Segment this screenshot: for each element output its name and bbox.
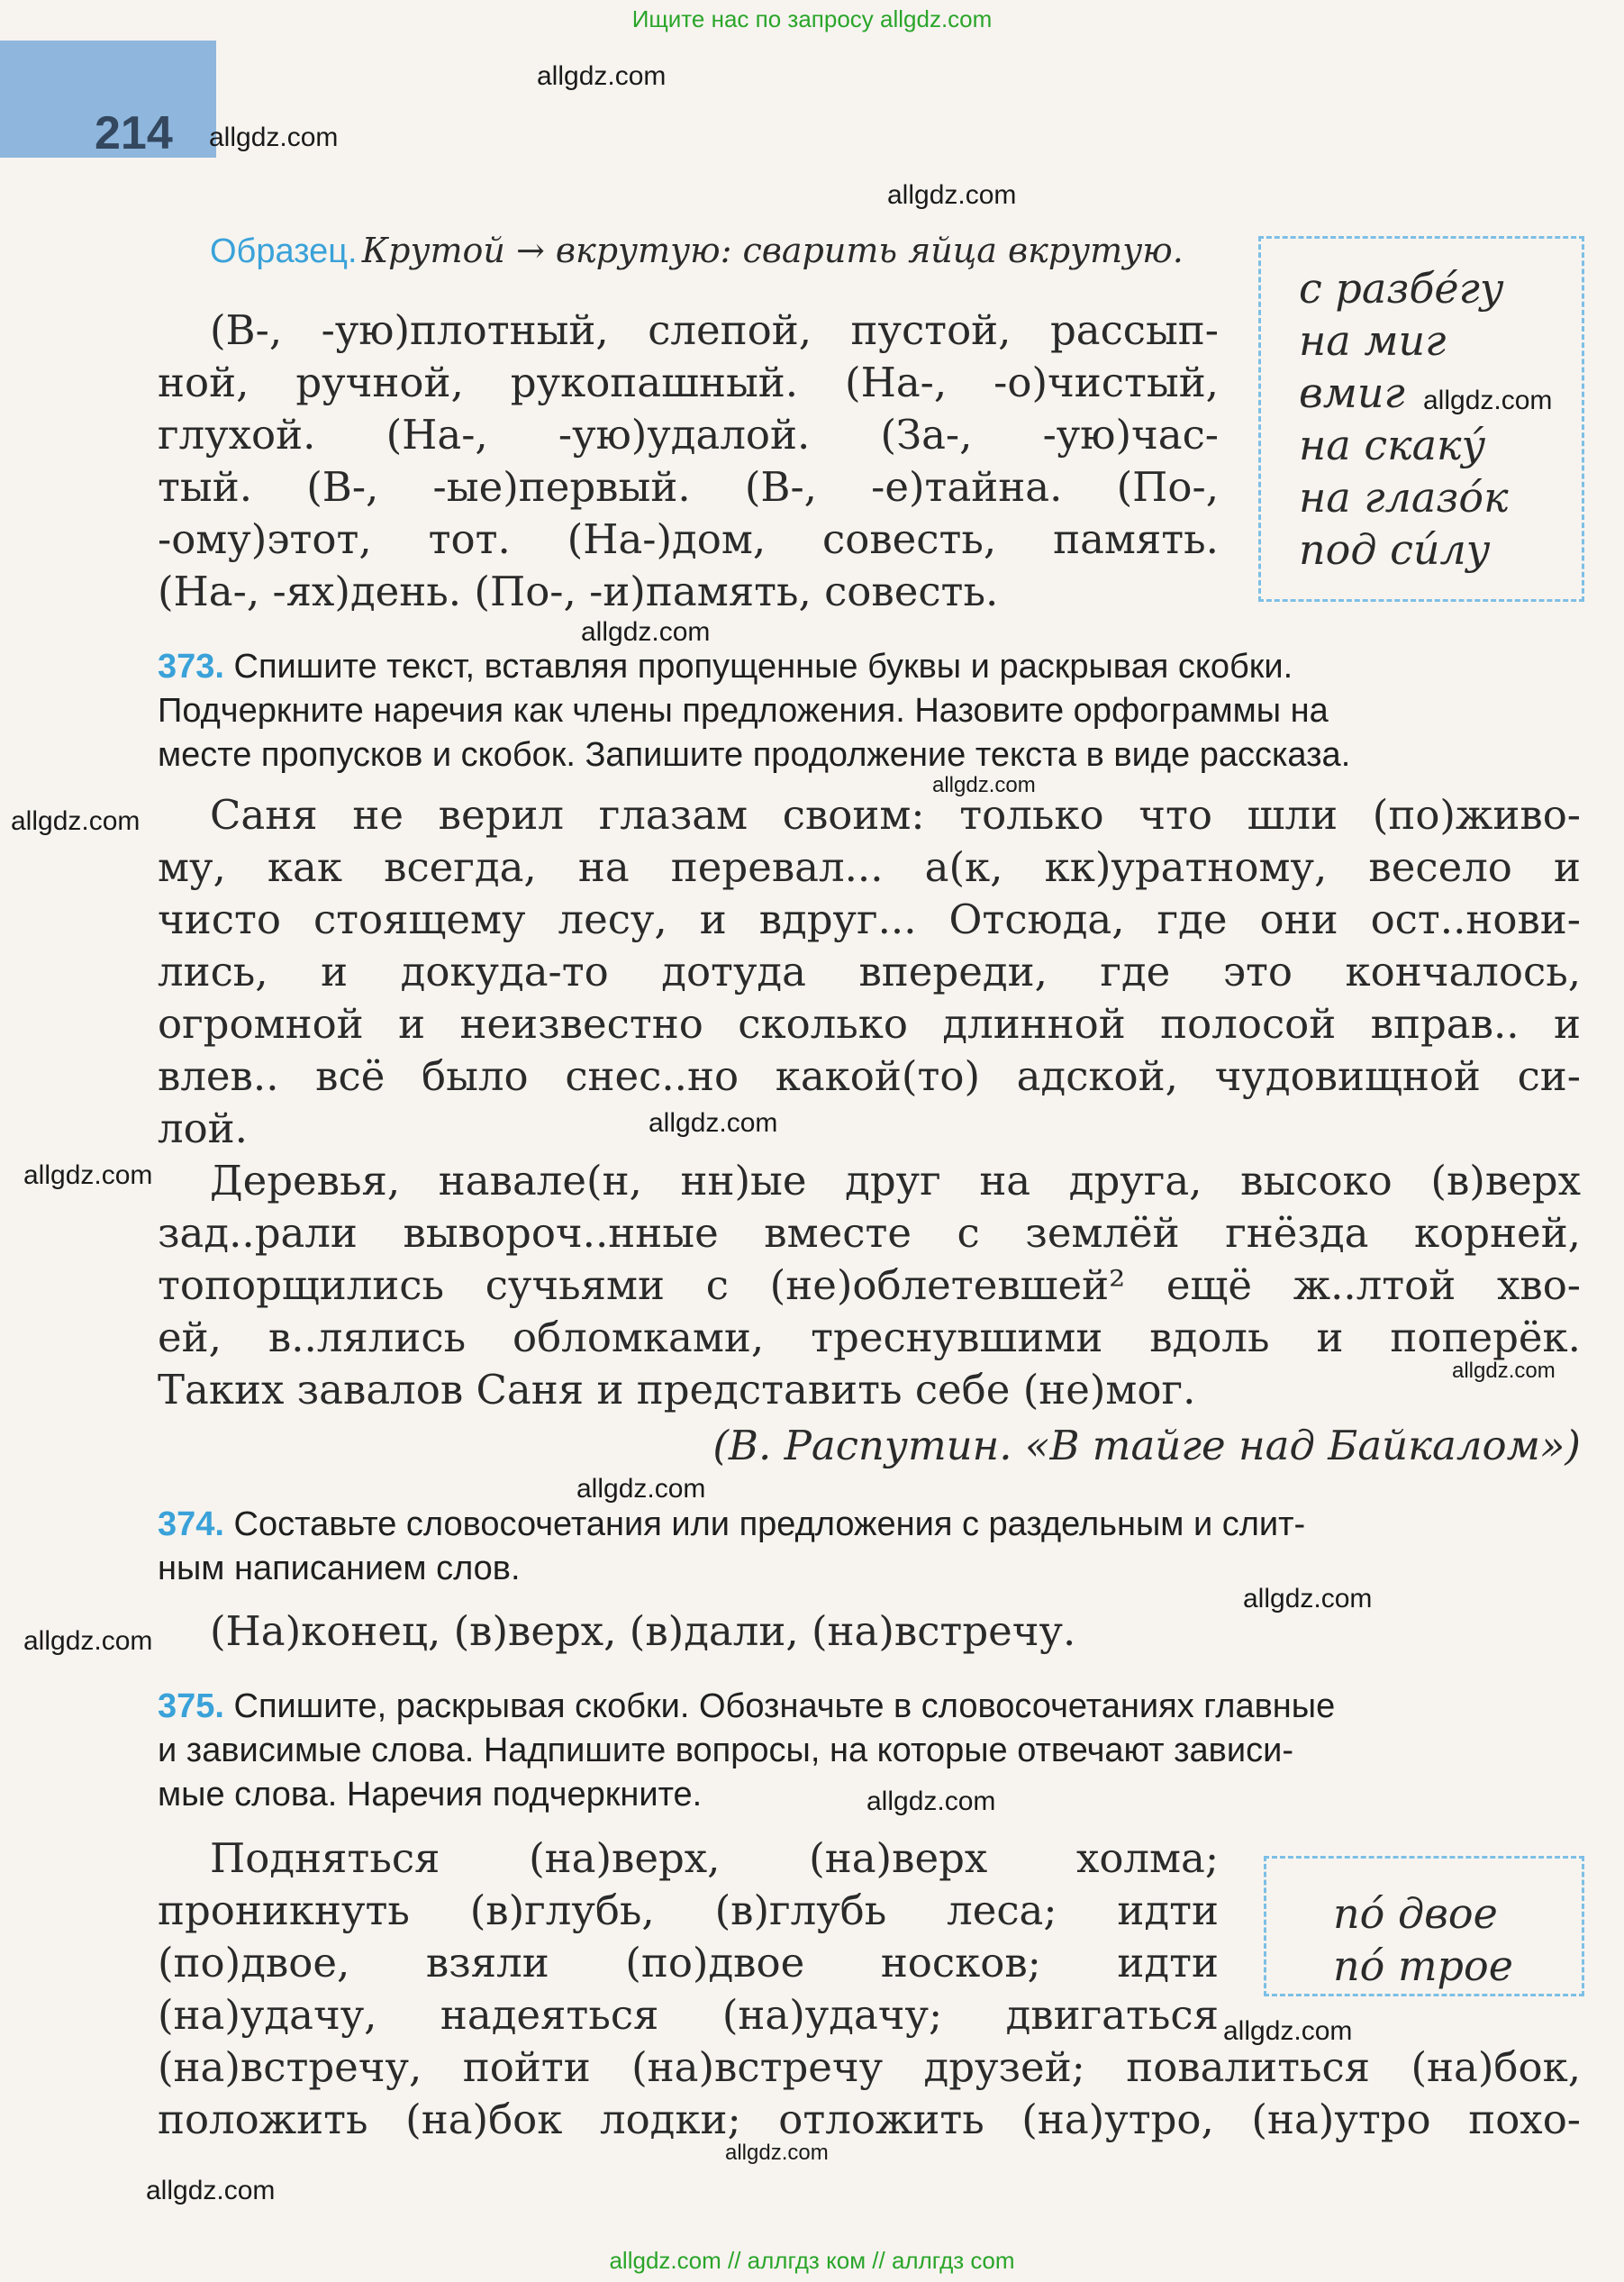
ex373-text-line: Саня не верил глазам своим: только что шли (по)живо-	[210, 791, 1581, 839]
sample-label: Образец.	[210, 232, 358, 270]
watermark: allgdz.com	[581, 617, 711, 647]
sample-line	[210, 231, 1184, 271]
ex375-number: 375.	[158, 1687, 224, 1725]
watermark: allgdz.com	[887, 180, 1017, 210]
watermark: allgdz.com	[866, 1787, 996, 1816]
watermark: allgdz.com	[1452, 1359, 1556, 1383]
ex373-task-text: Спишите текст, вставляя пропущенные буквы и раскрывая скобки.	[233, 648, 1293, 686]
watermark: allgdz.com	[576, 1474, 706, 1504]
ex374-text: (На)конец, (в)верх, (в)дали, (на)встречу.	[210, 1607, 1076, 1655]
block1-line: (В-, -ую)плотный, слепой, пустой, рассып-	[210, 306, 1219, 354]
ex373-text-line: влев.. всё было снес..но какой(то) адской, чудовищной си-	[158, 1052, 1581, 1100]
ex373-text-line: чисто стоящему лесу, и вдруг... Отсюда, где они ост..нови-	[158, 896, 1581, 943]
ex373-text-line: лись, и докуда-то дотуда впереди, где это кончалось,	[158, 948, 1581, 996]
page-number: 214	[95, 107, 173, 159]
box1-item: с разбе́гу	[1299, 264, 1504, 313]
watermark: allgdz.com	[1243, 1584, 1373, 1614]
watermark: allgdz.com	[23, 1160, 153, 1190]
watermark: allgdz.com	[725, 2141, 829, 2165]
ex373-text-line: огромной и неизвестно сколько длинной полосой вправ.. и	[158, 1000, 1581, 1048]
block1-line: (На-, -ях)день. (По-, -и)память, совесть.	[158, 568, 999, 615]
box1-item: на скаку́	[1299, 421, 1486, 469]
ex374-number: 374.	[158, 1505, 224, 1543]
ex373-task-line: месте пропусков и скобок. Запишите продолжение текста в виде рассказа.	[158, 736, 1351, 774]
ex375-text-line: (по)двое, взяли (по)двое носков; идти	[158, 1939, 1219, 1987]
block1-line: ной, ручной, рукопашный. (На-, -о)чистый,	[158, 359, 1219, 406]
box1-item: на миг	[1299, 316, 1447, 365]
ex375-text-line: Подняться (на)верх, (на)верх холма;	[210, 1834, 1219, 1882]
ex373-number: 373.	[158, 648, 224, 686]
watermark: allgdz.com	[932, 773, 1036, 797]
ex375-task-line: мые слова. Наречия подчеркните.	[158, 1776, 703, 1814]
sample-text: Крутой → вкрутую: сварить яйца вкрутую.	[361, 231, 1184, 270]
ex374-task-text: Составьте словосочетания или предложения с раздельным и слит-	[233, 1505, 1306, 1543]
watermark: allgdz.com	[1423, 386, 1553, 415]
watermark: allgdz.com	[649, 1108, 778, 1138]
ex374-task-line: ным написанием слов.	[158, 1550, 521, 1587]
ex373-text-line: лой.	[158, 1105, 248, 1152]
ex373-task-line	[158, 645, 1581, 689]
ex375-task-line	[158, 1685, 1335, 1729]
watermark: allgdz.com	[146, 2176, 276, 2205]
watermark: allgdz.com	[209, 123, 339, 152]
ex373-task-line: Подчеркните наречия как члены предложения. Назовите орфограммы на	[158, 692, 1329, 730]
ex373-text-line: топорщились сучьями с (не)облетевшей² ещё ж..лтой хво-	[158, 1261, 1581, 1309]
box1-item: на глазо́к	[1299, 473, 1509, 522]
top-banner: Ищите нас по запросу allgdz.com	[631, 5, 993, 32]
ex375-text-line: (на)встречу, пойти (на)встречу друзей; повалиться (на)бок,	[158, 2043, 1581, 2091]
block1-line: тый. (В-, -ые)первый. (В-, -е)тайна. (По-,	[158, 463, 1219, 511]
box1-item: вмиг	[1299, 368, 1405, 417]
watermark: allgdz.com	[11, 806, 141, 836]
watermark: allgdz.com	[1223, 2016, 1353, 2046]
block1-line: -ому)этот, тот. (На-)дом, совесть, память.	[158, 515, 1219, 563]
watermark: allgdz.com	[537, 61, 667, 91]
bottom-banner: allgdz.com // аллгдз ком // аллгдз com	[609, 2247, 1015, 2274]
ex373-text-line: зад..рали вывороч..нные вместе с землёй гнёзда корней,	[158, 1209, 1581, 1257]
adverb-box-2	[1264, 1856, 1584, 1996]
ex373-source: (В. Распутин. «В тайге над Байкалом»)	[712, 1422, 1581, 1469]
ex375-text-line: положить (на)бок лодки; отложить (на)утро, (на)утро похо-	[158, 2096, 1581, 2143]
ex374-task-line	[158, 1503, 1305, 1547]
ex375-text-line: проникнуть (в)глубь, (в)глубь леса; идти	[158, 1887, 1219, 1934]
ex375-task-line: и зависимые слова. Надпишите вопросы, на которые отвечают зависи-	[158, 1732, 1293, 1769]
box2-item: по́ двое	[1333, 1889, 1498, 1938]
ex375-text-line: (на)удачу, надеяться (на)удачу; двигаться	[158, 1991, 1219, 2039]
ex373-text-line: ей, в..лялись обломками, треснувшими вдоль и поперёк.	[158, 1314, 1581, 1361]
ex373-text-line: Деревья, навале(н, нн)ые друг на друга, высоко (в)верх	[210, 1157, 1581, 1205]
adverb-box-1	[1258, 236, 1584, 602]
ex373-text-line: му, как всегда, на перевал... а(к, кк)уратному, весело и	[158, 843, 1581, 891]
box1-item: под си́лу	[1299, 525, 1491, 574]
box2-item: по́ трое	[1333, 1941, 1513, 1990]
ex375-task-text: Спишите, раскрывая скобки. Обозначьте в словосочетаниях главные	[233, 1687, 1336, 1725]
ex373-text-line: Таких завалов Саня и представить себе (не)мог.	[158, 1366, 1196, 1414]
block1-line: глухой. (На-, -ую)удалой. (За-, -ую)час-	[158, 411, 1219, 459]
watermark: allgdz.com	[23, 1626, 153, 1656]
